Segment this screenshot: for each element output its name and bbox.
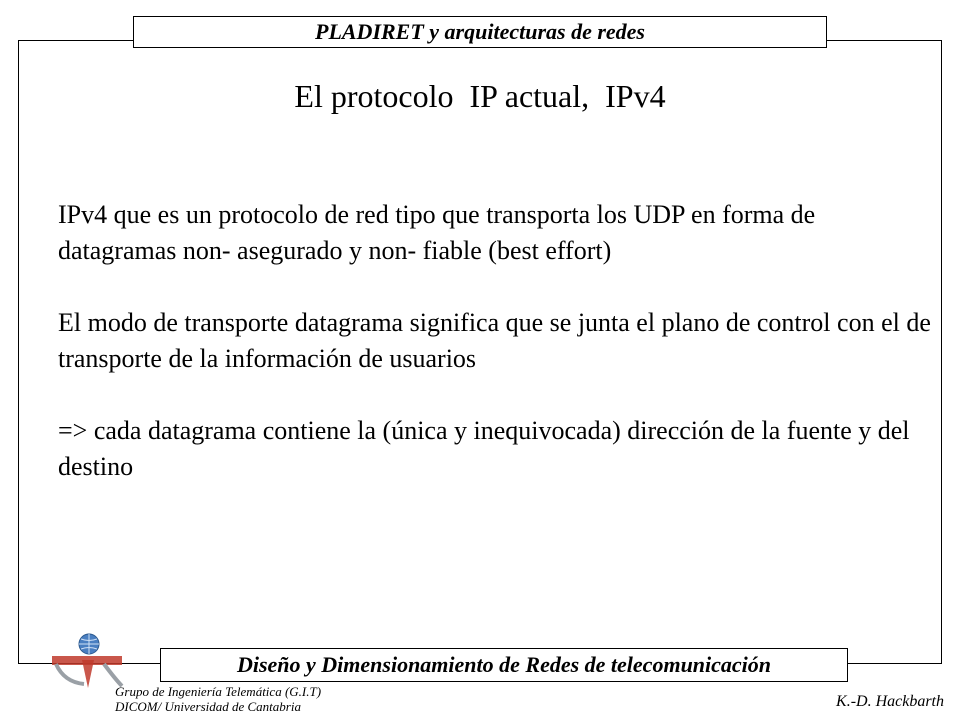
group-affiliation bbox=[115, 684, 321, 714]
group-line-1: Grupo de Ingeniería Telemática (G.I.T) bbox=[115, 684, 322, 699]
group-line-2: DICOM/ Universidad de Cantabria bbox=[115, 699, 301, 714]
paragraph-2: El modo de transporte datagrama significa que se junta el plano de control con el de transporte de la información de usuarios bbox=[58, 308, 931, 373]
author-name: K.-D. Hackbarth bbox=[836, 693, 944, 710]
slide-title: El protocolo IP actual, IPv4 bbox=[294, 78, 666, 114]
paragraph-1: IPv4 que es un protocolo de red tipo que transporta los UDP en forma de datagramas non- asegurado y non- fiable (best effort) bbox=[58, 200, 816, 265]
footer-title: Diseño y Dimensionamiento de Redes de telecomunicación bbox=[160, 648, 848, 682]
slide-body bbox=[58, 197, 938, 485]
git-logo-icon bbox=[44, 630, 134, 690]
header-title: PLADIRET y arquitecturas de redes bbox=[133, 16, 827, 48]
paragraph-3: => cada datagrama contiene la (única y inequivocada) dirección de la fuente y del destino bbox=[58, 416, 910, 481]
